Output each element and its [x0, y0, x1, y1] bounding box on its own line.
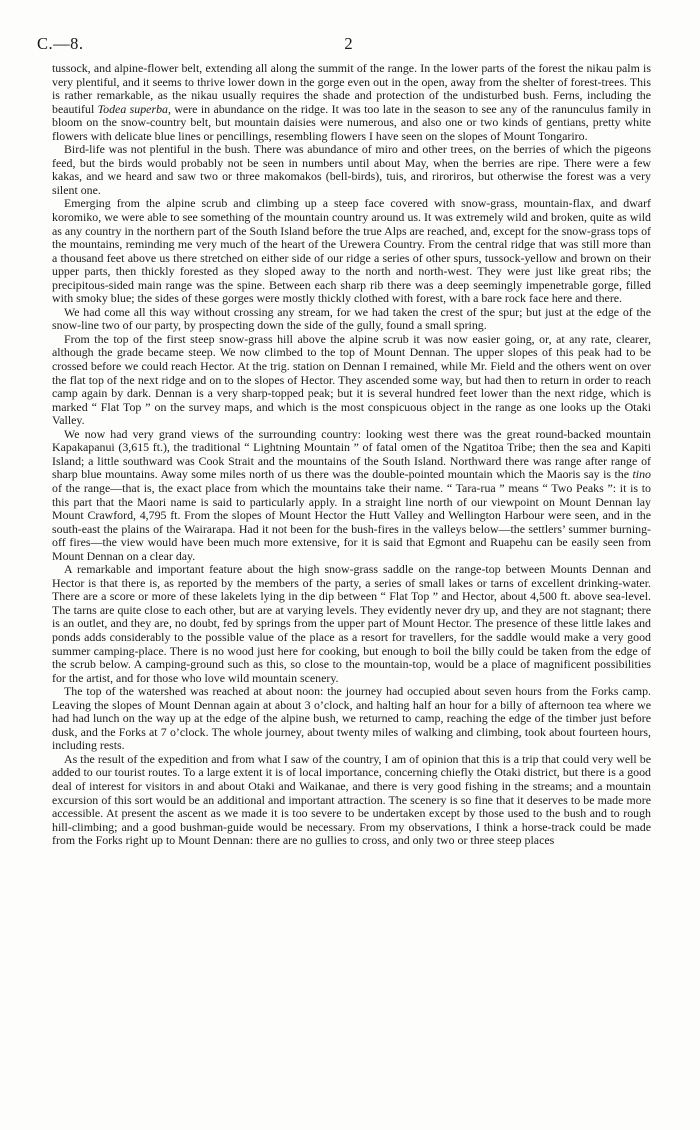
paragraph: From the top of the first steep snow-grass hill above the alpine scrub it was now easier going, or, at any rate, clearer, although the grade became steep. We now climbed to the top of Mount Dennan. The upper slopes of this peak had to be crossed before we could reach Hector. At the trig. station on Dennan I remained, while Mr. Field and the others went on over the flat top of the next ridge and on to the slopes of Hector. They ascended some way, but had then to return in order to reach camp again by dark. Dennan is a very sharp-topped peak; but it is several hundred feet lower than the next ridge, which is marked “ Flat Top ” on the survey maps, and which is the most conspicuous object in the range as one looks up the Otaki Valley.: [52, 331, 651, 428]
paragraph: A remarkable and important feature about the high snow-grass saddle on the range-top between Mounts Dennan and Hector is that there is, as reported by the members of the party, a series of small lakes or tarns of excellent drinking-water. There are a score or more of these lakelets lying in the dip between “ Flat Top ” and Hector, about 4,500 ft. above sea-level. The tarns are quite close to each other, but are at varying levels. They evidently never dry up, and they are not stagnant; there is an outlet, and they are, no doubt, fed by springs from the upper part of Mount Hector. The presence of these little lakes and ponds adds considerably to the possible value of the place as a resort for travellers, for the saddle would make a very good summer camping-place. There is no wood just here for cooking, but enough to boil the billy could be taken from the edge of the scrub below. A camping-ground such as this, so close to the mountain-top, would be a place of magnificent possibilities for the artist, and for those who love wild mountain scenery.: [52, 562, 651, 685]
document-reference: C.—8.: [37, 34, 84, 53]
page-number: 2: [344, 34, 353, 53]
paragraph: We had come all this way without crossing any stream, for we had taken the crest of the spur; but just at the edge of the snow-line two of our party, by prospecting down the side of the gully, found a small spring.: [52, 304, 651, 333]
paragraph: As the result of the expedition and from what I saw of the country, I am of opinion that this is a trip that could very well be added to our tourist routes. To a large extent it is of local importance, concerning chiefly the Otaki district, but there is a good deal of interest for visitors in and about Otaki and Waikanae, and there is very good fishing in the streams; and a mountain excursion of this sort would be an additional and important attraction. The scenery is so fine that it deserves to be made more accessible. At present the ascent as we made it is too severe to be undertaken except by those used to the bush and to rough hill-climbing; and a good bushman-guide would be necessary. From my observations, I think a horse-track could be made from the Forks right up to Mount Dennan: there are no gullies to cross, and only two or three steep places: [52, 751, 651, 848]
paragraph: tussock, and alpine-flower belt, extending all along the summit of the range. In the lower parts of the forest the nikau palm is very plentiful, and it seems to thrive lower down in the gorge even out in the open, away from the shelter of forest-trees. This is rather remarkable, as the nikau usually requires the shade and protection of the undisturbed bush. Ferns, including the beautiful Todea superba, were in abundance on the ridge. It was too late in the season to see any of the ranunculus family in bloom on the snow-country belt, but mountain daisies were numerous, and also one or two kinds of gentians, pretty white flowers with delicate blue lines or pencillings, resembling flowers I have seen on the slopes of Mount Tongariro.: [52, 61, 651, 143]
page-header: [37, 34, 660, 56]
paragraph: We now had very grand views of the surrounding country: looking west there was the great round-backed mountain Kapakapanui (3,615 ft.), the traditional “ Lightning Mountain ” of fatal omen of the Ngatitoa Tribe; then the sea and Kapiti Island; a little southward was Cook Strait and the mountains of the South Island. Northward there was range after range of sharp blue mountains. Away some miles north of us there was the double-pointed mountain which the Maoris say is the tino of the range—that is, the exact place from which the mountains take their name. “ Tara-rua ” means “ Two Peaks ”: it is to this part that the Maori name is said to particularly apply. In a straight line north of our viewpoint on Mount Dennan lay Mount Crawford, 4,795 ft. From the slopes of Mount Hector the Hutt Valley and Wellington Harbour were seen, and in the south-east the plains of the Wairarapa. Had it not been for the bush-fires in the valleys below—the settlers’ summer burning-off fires—the view would have been much more extensive, for it is said that Egmont and Ruapehu can be easily seen from Mount Dennan on a clear day.: [52, 426, 651, 563]
paragraph: Bird-life was not plentiful in the bush. There was abundance of miro and other trees, on the berries of which the pigeons feed, but the birds would probably not be seen in numbers until about May, when the berries are ripe. There were a few kakas, and we heard and saw two or three makomakos (bell-birds), tuis, and riroriros, but otherwise the forest was a very silent one.: [52, 142, 651, 197]
body-text: [52, 62, 651, 848]
paragraph: Emerging from the alpine scrub and climbing up a steep face covered with snow-grass, mountain-flax, and dwarf koromiko, we were able to see something of the mountain country around us. It was extremely wild and broken, quite as wild as any country in the northern part of the South Island before the true Alps are reached, and, except for the snow-grass tops of the mountains, reminding me very much of the heart of the Urewera Country. From the central ridge that was still more than a thousand feet above us there stretched on either side of our ridge a series of other spurs, tussock-yellow and brown on their upper parts, then thickly forested as they sloped away to the north and north-west. They were just like great ribs; the precipitous-sided main range was the spine. Between each sharp rib there was a deep seemingly impenetrable gorge, filled with smoky blue; the sides of these gorges were mostly thickly clothed with forest, with a bare rock face here and there.: [52, 196, 651, 306]
species-name: Todea superba,: [97, 101, 171, 116]
maori-term: tino: [632, 467, 651, 482]
paragraph: The top of the watershed was reached at about noon: the journey had occupied about seven hours from the Forks camp. Leaving the slopes of Mount Dennan again at about 3 o’clock, and halting half an hour for a billy of afternoon tea where we had had lunch on the way up at the edge of the alpine bush, we returned to camp, reaching the edge of the timber just before dusk, and the Forks at 7 o’clock. The whole journey, about twenty miles of walking and climbing, took about fourteen hours, including rests.: [52, 684, 651, 753]
